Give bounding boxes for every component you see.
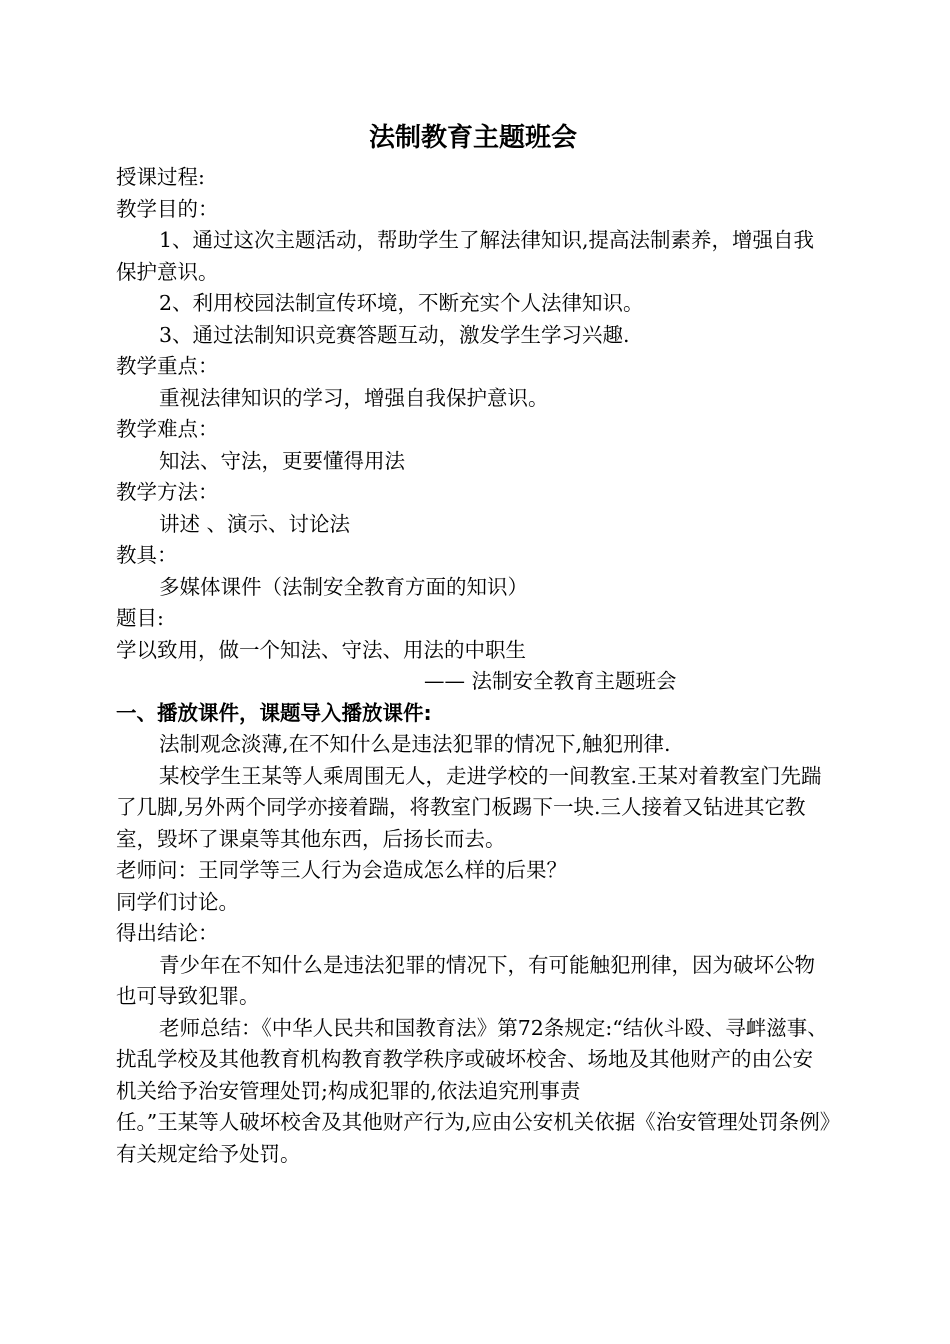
key-point-heading: 教学重点：: [116, 354, 219, 378]
teacher-summary-part1: 老师总结：《中华人民共和国教育法》第72条规定:“结伙斗殴、寻衅滋事、扰乱学校及其他教育机构教育教学秩序或破坏校舍、场地及其他财产的由公安机关给予治安管理处罚;构成犯罪的,依法追究刑事责: [116, 1015, 828, 1103]
paragraph-1: 法制观念淡薄,在不知什么是违法犯罪的情况下,触犯刑律.: [159, 732, 671, 756]
topic-heading: 题目:: [116, 606, 164, 630]
tools-text: 多媒体课件（法制安全教育方面的知识）: [159, 574, 528, 599]
method-text: 讲述 、演示、讨论法: [159, 511, 351, 536]
conclusion-heading: 得出结论：: [116, 921, 219, 945]
teacher-summary-part2: 任。”王某等人破坏校舍及其他财产行为,应由公安机关依据《治安管理处罚条例》有关规定给予处罚。: [116, 1110, 830, 1166]
tools-heading: 教具：: [116, 543, 178, 567]
goal-item-3: 3、通过法制知识竞赛答题互动，激发学生学习兴趣.: [159, 322, 630, 347]
topic-text: 学以致用，做一个知法、守法、用法的中职生: [116, 637, 526, 662]
paragraph-2: 某校学生王某等人乘周围无人，走进学校的一间教室.王某对着教室门先踹了几脚,另外两个同学亦接着踹，将教室门板踢下一块.三人接着又钻进其它教室，毁坏了课桌等其他东西，后扬长而去。: [116, 763, 822, 851]
key-point-text: 重视法律知识的学习，增强自我保护意识。: [159, 385, 549, 410]
goal-heading: 教学目的：: [116, 196, 219, 221]
difficulty-text: 知法、守法，更要懂得用法: [159, 448, 405, 473]
student-discussion: 同学们讨论。: [116, 889, 239, 914]
topic-subtitle: —— 法制安全教育主题班会: [424, 669, 677, 693]
teacher-question: 老师问：王同学等三人行为会造成怎么样的后果？: [116, 858, 567, 882]
conclusion-text: 青少年在不知什么是违法犯罪的情况下，有可能触犯刑律，因为破坏公物也可导致犯罪。: [116, 952, 815, 1008]
process-label: 授课过程:: [116, 165, 205, 189]
method-heading: 教学方法：: [116, 480, 219, 504]
section-heading-1: 一、播放课件，课题导入播放课件:: [116, 700, 432, 725]
document-page: [116, 118, 830, 1170]
goal-item-1: 1、通过这次主题活动，帮助学生了解法律知识,提高法制素养，增强自我保护意识。: [116, 228, 815, 284]
goal-item-2: 2、利用校园法制宣传环境，不断充实个人法律知识。: [159, 291, 644, 315]
difficulty-heading: 教学难点：: [116, 417, 219, 441]
document-title: 法制教育主题班会: [368, 123, 577, 153]
